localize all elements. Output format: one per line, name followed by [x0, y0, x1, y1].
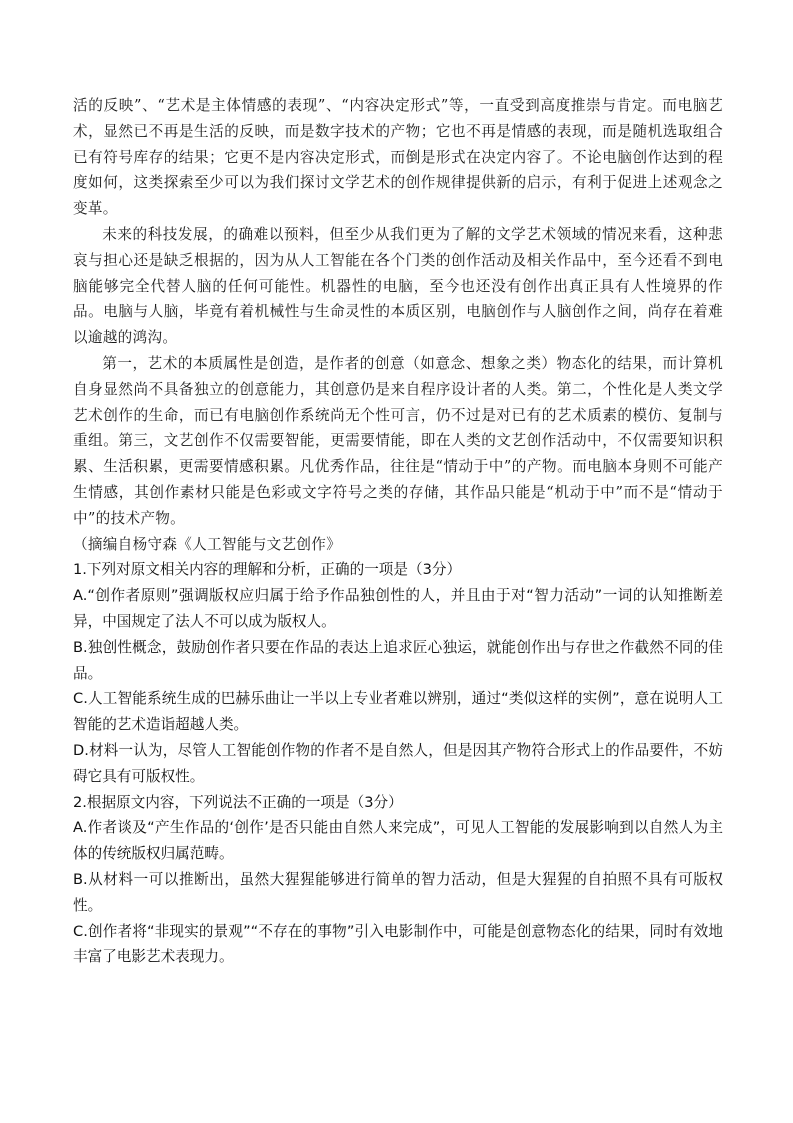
question-1-option-a: A.“创作者原则”强调版权应归属于给予作品独创性的人，并且由于对“智力活动”一词的认知推断差异，中国规定了法人不可以成为版权人。: [73, 587, 723, 630]
questions-section: [73, 557, 723, 970]
question-2-stem: 2.根据原文内容，下列说法不正确的一项是（3分）: [73, 793, 403, 811]
passage-paragraph-1: 活的反映”、“艺术是主体情感的表现”、“内容决定形式”等，一直受到高度推崇与肯定。而电脑艺术，显然已不再是生活的反映，而是数字技术的产物；它也不再是情感的表现，而是随机选取组合已有符号库存的结果；它更不是内容决定形式，而倒是形式在决定内容了。不论电脑创作达到的程度如何，这类探索至少可以为我们探讨文学艺术的创作规律提供新的启示，有利于促进上述观念之变革。: [73, 97, 723, 218]
reading-passage: [73, 93, 723, 557]
question-1-option-c: C.人工智能系统生成的巴赫乐曲让一半以上专业者难以辨别，通过“类似这样的实例”，意在说明人工智能的艺术造诣超越人类。: [73, 690, 723, 734]
passage-source: （摘编自杨守森《人工智能与文艺创作》: [73, 535, 342, 553]
passage-paragraph-3: 第一，艺术的本质属性是创造，是作者的创意（如意念、想象之类）物态化的结果，而计算机自身显然尚不具备独立的创意能力，其创意仍是来自程序设计者的人类。第二，个性化是人类文学艺术创作的生命，而已有电脑创作系统尚无个性可言，仍不过是对已有的艺术质素的模仿、复制与重组。第三，文艺创作不仅需要智能，更需要情能，即在人类的文艺创作活动中，不仅需要知识积累、生活积累，更需要情感积累。凡优秀作品，往往是“情动于中”的产物。而电脑本身则不可能产生情感，其创作素材只能是色彩或文字符号之类的存储，其作品只能是“机动于中”而不是“情动于中”的技术产物。: [73, 354, 723, 527]
question-1-option-d: D.材料一认为，尽管人工智能创作物的作者不是自然人，但是因其产物符合形式上的作品要件，不妨碍它具有可版权性。: [73, 741, 723, 785]
question-2-option-a: A.作者谈及“产生作品的‘创作’是否只能由自然人来完成”，可见人工智能的发展影响到以自然人为主体的传统版权归属范畴。: [73, 819, 723, 863]
question-2-option-c: C.创作者将“非现实的景观”“不存在的事物”引入电影制作中，可能是创意物态化的结果，同时有效地丰富了电影艺术表现力。: [73, 922, 723, 966]
question-1-stem: 1.下列对原文相关内容的理解和分析，正确的一项是（3分）: [73, 561, 462, 579]
question-2-option-b: B.从材料一可以推断出，虽然大猩猩能够进行简单的智力活动，但是大猩猩的自拍照不具有可版权性。: [73, 870, 723, 914]
passage-paragraph-2: 未来的科技发展，的确难以预料，但至少从我们更为了解的文学艺术领域的情况来看，这种悲哀与担心还是缺乏根据的，因为从人工智能在各个门类的创作活动及相关作品中，至今还看不到电脑能够完全代替人脑的任何可能性。机器性的电脑，至今也还没有创作出真正具有人性境界的作品。电脑与人脑，毕竟有着机械性与生命灵性的本质区别，电脑创作与人脑创作之间，尚存在着难以逾越的鸿沟。: [73, 225, 723, 347]
page-content: [73, 93, 723, 970]
question-1-option-b: B.独创性概念，鼓励创作者只要在作品的表达上追求匠心独运，就能创作出与存世之作截然不同的佳品。: [73, 638, 723, 682]
